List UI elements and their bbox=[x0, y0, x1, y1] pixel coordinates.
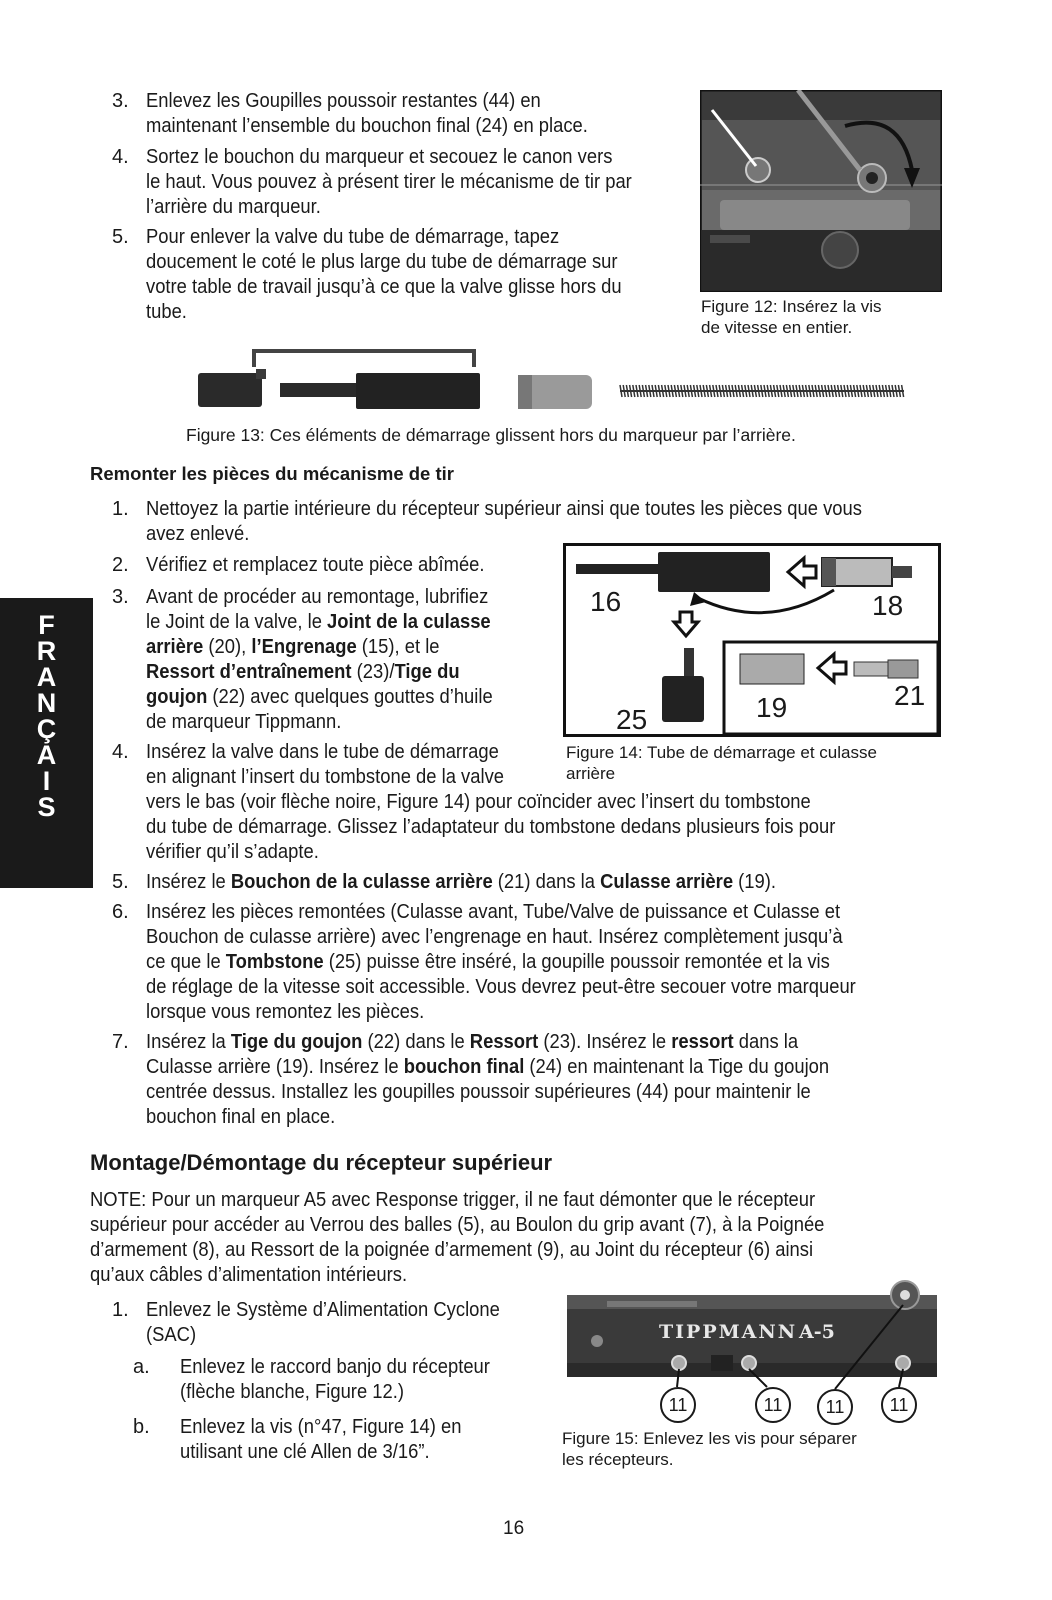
text-run: (23)/ bbox=[351, 661, 395, 683]
text-line: maintenant l’ensemble du bouchon final (24) en place. bbox=[146, 115, 588, 137]
text-line: Enlevez les Goupilles poussoir restantes (44) en bbox=[146, 90, 541, 112]
bold-term: l’Engrenage bbox=[251, 636, 357, 658]
text-line bbox=[146, 660, 493, 685]
step-text bbox=[146, 585, 493, 735]
text-line: en alignant l’insert du tombstone de la valve bbox=[146, 766, 505, 788]
text-run: dans la bbox=[733, 1031, 799, 1053]
step-text: Vérifiez et remplacez toute pièce abîmée. bbox=[146, 554, 485, 576]
page-number: 16 bbox=[503, 1518, 525, 1539]
step-number: 4. bbox=[112, 146, 129, 168]
caption-line: arrière bbox=[566, 764, 616, 783]
text-run: (22) dans le bbox=[362, 1031, 470, 1053]
text-run: (19). bbox=[733, 871, 777, 893]
text-line: tube. bbox=[146, 301, 187, 323]
text-line: l’arrière du marqueur. bbox=[146, 196, 321, 218]
step-text bbox=[146, 870, 776, 895]
substep-letter: b. bbox=[133, 1416, 150, 1438]
text-line bbox=[146, 685, 493, 710]
caption-line: Figure 14: Tube de démarrage et culasse bbox=[566, 743, 877, 762]
text-run: (21) dans la bbox=[492, 871, 601, 893]
step-text bbox=[146, 145, 632, 220]
bold-term: goujon bbox=[146, 686, 208, 708]
bold-term: arrière bbox=[146, 636, 204, 658]
substep-letter: a. bbox=[133, 1356, 150, 1378]
text-line: votre table de travail jusqu’à ce que la valve glisse hors du bbox=[146, 276, 622, 298]
step-number: 4. bbox=[112, 741, 129, 763]
bold-term: Bouchon de la culasse arrière bbox=[230, 871, 493, 893]
substep-text bbox=[180, 1355, 490, 1405]
text-line: du tube de démarrage. Glissez l’adaptateur du tombstone dedans plusieurs fois pour bbox=[146, 816, 836, 838]
tab-letter: A bbox=[36, 740, 57, 770]
step-text bbox=[146, 1298, 500, 1348]
text-run: Insérez le bbox=[146, 871, 231, 893]
step-number: 2. bbox=[112, 554, 129, 576]
bold-term: ressort bbox=[671, 1031, 734, 1053]
text-line: Sortez le bouchon du marqueur et secouez le canon vers bbox=[146, 146, 613, 168]
step-text bbox=[146, 497, 862, 547]
text-line: d’armement (8), au Ressort de la poignée d’armement (9), au Joint du récepteur (6) ainsi bbox=[90, 1239, 814, 1261]
caption-line: les récepteurs. bbox=[562, 1450, 674, 1469]
text-line: Enlevez la vis (n°47, Figure 14) en bbox=[180, 1416, 462, 1438]
bold-term: Culasse arrière bbox=[600, 871, 734, 893]
screw-label: 11 bbox=[817, 1389, 853, 1425]
text-run: Culasse arrière (19). Insérez le bbox=[146, 1056, 404, 1078]
step-number: 6. bbox=[112, 901, 129, 923]
text-run: Insérez la bbox=[146, 1031, 231, 1053]
text-line: (flèche blanche, Figure 12.) bbox=[180, 1381, 404, 1403]
caption-line: de vitesse en entier. bbox=[701, 318, 853, 337]
text-line: Pour enlever la valve du tube de démarrage, tapez bbox=[146, 226, 560, 248]
step-number: 7. bbox=[112, 1031, 129, 1053]
brand-logo: TIPPMANN bbox=[659, 1321, 798, 1343]
part-label-18: 18 bbox=[872, 590, 904, 621]
step-number: 3. bbox=[112, 90, 129, 112]
step-text bbox=[146, 1030, 829, 1130]
figure-12-photo bbox=[700, 90, 942, 292]
text-line: Insérez la valve dans le tube de démarrage bbox=[146, 741, 499, 763]
text-run: ce que le bbox=[146, 951, 226, 973]
text-run: (25) puisse être inséré, la goupille poussoir remontée et la vis bbox=[323, 951, 830, 973]
tab-letter: F bbox=[38, 610, 55, 640]
text-line: centrée dessus. Installez les goupilles poussoir supérieures (44) pour maintenir le bbox=[146, 1081, 811, 1103]
step-number: 5. bbox=[112, 871, 129, 893]
text-line: qu’aux câbles d’alimentation intérieurs. bbox=[90, 1264, 408, 1286]
text-line: Enlevez le raccord banjo du récepteur bbox=[180, 1356, 490, 1378]
section-heading: Montage/Démontage du récepteur supérieur bbox=[90, 1150, 553, 1175]
screw-label: 11 bbox=[660, 1387, 696, 1423]
text-line: de marqueur Tippmann. bbox=[146, 711, 342, 733]
screw-label: 11 bbox=[755, 1387, 791, 1423]
step-number: 3. bbox=[112, 586, 129, 608]
bold-term: Tige du bbox=[394, 661, 460, 683]
text-line: utilisant une clé Allen de 3/16”. bbox=[180, 1441, 430, 1463]
text-run: (23). Insérez le bbox=[538, 1031, 672, 1053]
caption-line: Figure 15: Enlevez les vis pour séparer bbox=[562, 1429, 857, 1448]
figure-15-photo bbox=[567, 1275, 937, 1425]
section-heading: Remonter les pièces du mécanisme de tir bbox=[90, 463, 454, 484]
text-line: avez enlevé. bbox=[146, 523, 250, 545]
bold-term: bouchon final bbox=[403, 1056, 525, 1078]
bold-term: Tombstone bbox=[225, 951, 324, 973]
text-line: de réglage de la vitesse soit accessible. Vous devrez peut-être secouer votre marqueur bbox=[146, 976, 856, 998]
text-line: NOTE: Pour un marqueur A5 avec Response trigger, il ne faut démonter que le récepteur bbox=[90, 1189, 816, 1211]
part-label-19: 19 bbox=[756, 692, 788, 723]
step-text bbox=[146, 225, 622, 325]
text-line: vers le bas (voir flèche noire, Figure 14) pour coïncider avec l’insert du tombstone bbox=[146, 791, 811, 813]
step-number: 5. bbox=[112, 226, 129, 248]
model-logo: A-5 bbox=[799, 1321, 835, 1343]
text-run: (22) avec quelques gouttes d’huile bbox=[207, 686, 493, 708]
step-text bbox=[146, 89, 588, 139]
bold-term: Ressort bbox=[469, 1031, 539, 1053]
text-line: (SAC) bbox=[146, 1324, 197, 1346]
tab-letter: I bbox=[42, 766, 51, 796]
step-text bbox=[146, 900, 856, 1025]
part-label-21: 21 bbox=[894, 680, 926, 711]
figure-14-diagram bbox=[563, 543, 941, 737]
bold-term: Ressort d’entraînement bbox=[146, 661, 352, 683]
text-line: Avant de procéder au remontage, lubrifiez bbox=[146, 586, 489, 608]
text-line: lorsque vous remontez les pièces. bbox=[146, 1001, 425, 1023]
step-number: 1. bbox=[112, 498, 129, 520]
text-line: bouchon final en place. bbox=[146, 1106, 336, 1128]
figure-15-caption bbox=[562, 1428, 857, 1470]
part-label-16: 16 bbox=[590, 586, 622, 617]
figure-14-caption bbox=[566, 742, 877, 784]
text-line bbox=[146, 950, 856, 975]
text-line: vérifier qu’il s’adapte. bbox=[146, 841, 319, 863]
text-line: le haut. Vous pouvez à présent tirer le mécanisme de tir par bbox=[146, 171, 632, 193]
text-line bbox=[146, 635, 493, 660]
figure-12-caption bbox=[701, 296, 881, 338]
tab-letter: S bbox=[37, 792, 56, 822]
text-line bbox=[146, 1030, 829, 1055]
tab-letter: N bbox=[36, 688, 57, 718]
text-run: le Joint de la valve, le bbox=[146, 611, 328, 633]
figure-13-photo bbox=[196, 345, 911, 415]
text-line bbox=[146, 610, 493, 635]
text-run: (15), et le bbox=[356, 636, 440, 658]
bold-term: Joint de la culasse bbox=[327, 611, 491, 633]
text-line: Enlevez le Système d’Alimentation Cyclone bbox=[146, 1299, 500, 1321]
language-side-tab bbox=[0, 598, 93, 888]
text-line: Nettoyez la partie intérieure du récepteur supérieur ainsi que toutes les pièces que vous bbox=[146, 498, 862, 520]
bold-term: Tige du goujon bbox=[230, 1031, 363, 1053]
tab-letter: A bbox=[36, 662, 57, 692]
note-paragraph bbox=[90, 1188, 824, 1288]
text-run: (24) en maintenant la Tige du goujon bbox=[524, 1056, 830, 1078]
part-label-25: 25 bbox=[616, 704, 648, 735]
screw-label: 11 bbox=[881, 1387, 917, 1423]
caption-line: Figure 12: Insérez la vis bbox=[701, 297, 882, 316]
substep-text bbox=[180, 1415, 461, 1465]
text-line: doucement le coté le plus large du tube de démarrage sur bbox=[146, 251, 618, 273]
tab-letter: Ç bbox=[36, 714, 57, 744]
text-run: (20), bbox=[203, 636, 252, 658]
text-line: supérieur pour accéder au Verrou des balles (5), au Boulon du grip avant (7), à la Poignée bbox=[90, 1214, 825, 1236]
tab-letter: R bbox=[36, 636, 57, 666]
text-line: Bouchon de culasse arrière) avec l’engrenage en haut. Insérez complètement jusqu’à bbox=[146, 926, 843, 948]
figure-13-caption: Figure 13: Ces éléments de démarrage glissent hors du marqueur par l’arrière. bbox=[186, 425, 796, 445]
step-number: 1. bbox=[112, 1299, 129, 1321]
text-line bbox=[146, 1055, 829, 1080]
text-line: Insérez les pièces remontées (Culasse avant, Tube/Valve de puissance et Culasse et bbox=[146, 901, 841, 923]
